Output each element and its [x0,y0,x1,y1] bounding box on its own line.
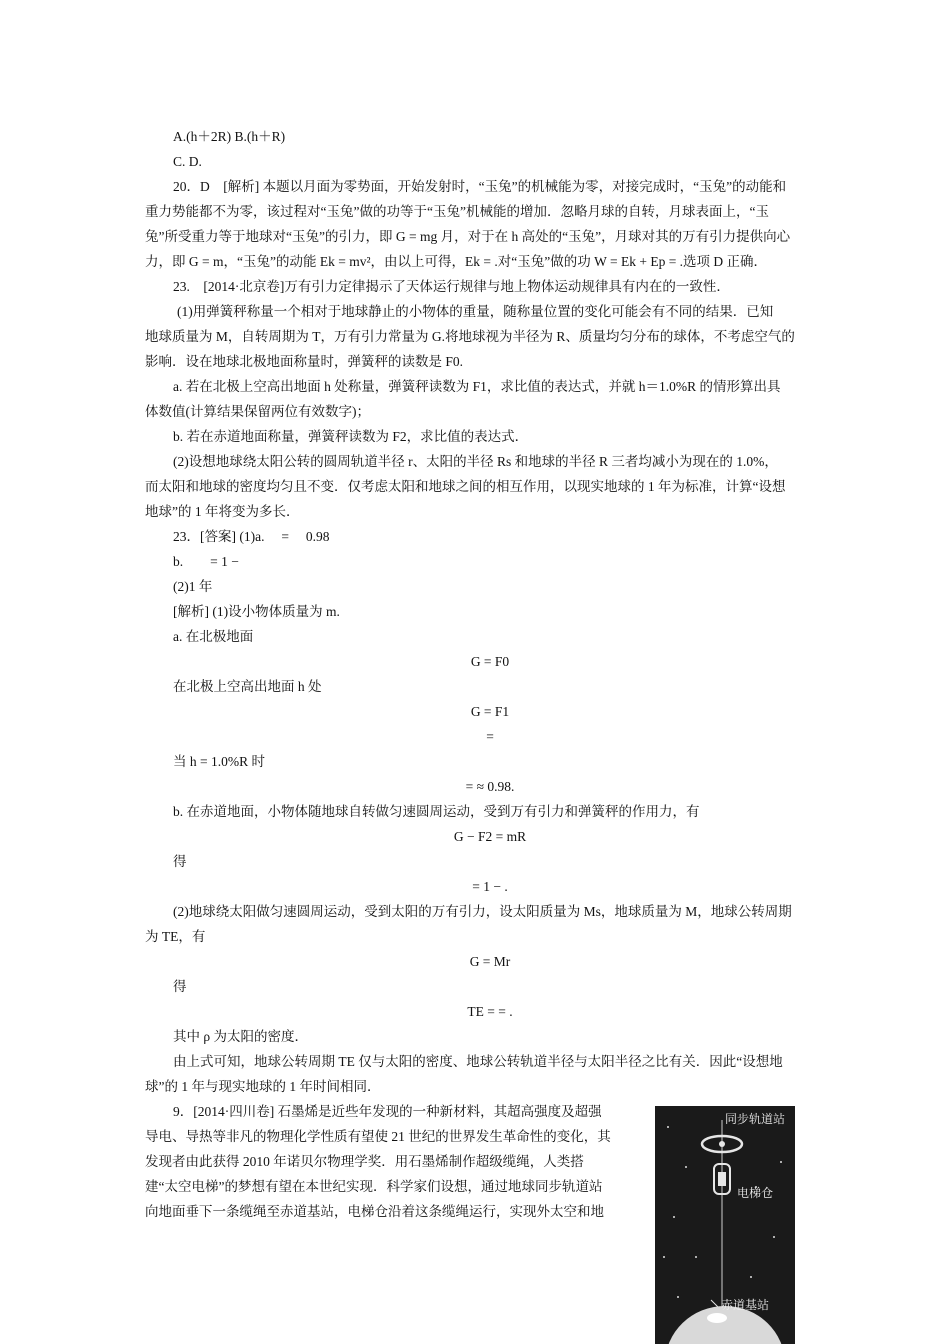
equation-line: = ≈ 0.98. [465,779,515,794]
analysis-line: 得 [173,979,187,994]
paragraph-line: 而太阳和地球的密度均匀且不变．仅考虑太阳和地球之间的相互作用，以现实地球的 1 年为标准，计算“设想 [145,479,786,494]
elevator-cabin-window [718,1172,726,1186]
option-a-b: A.(h＋2R) B.(h＋R) [173,129,286,144]
analysis-line: 球”的 1 年与现实地球的 1 年时间相同． [145,1079,381,1094]
base-station-label: 赤道基站 [721,1298,770,1312]
paragraph-line: 地球质量为 M，自转周期为 T，万有引力常量为 G.将地球视为半径为 R、质量均匀分布的球体，不考虑空气的 [145,329,795,344]
paragraph-line: 体数值(计算结果保留两位有效数字)； [145,404,370,419]
paragraph-line: a. 若在北极上空高出地面 h 处称量，弹簧秤读数为 F1，求比值的表达式，并就 h＝1.0%R 的情形算出具 [173,379,781,394]
elevator-cabin-label: 电梯仓 [737,1186,774,1200]
equation-line: G − F2 = mR [453,829,527,844]
analysis-line: (2)地球绕太阳做匀速圆周运动，受到太阳的万有引力，设太阳质量为 Ms，地球质量为 M，地球公转周期 [173,904,792,919]
equation-line: TE = = . [467,1004,513,1019]
analysis-line: 在北极上空高出地面 h 处 [173,679,322,694]
earth-highlight [707,1313,727,1323]
analysis-line: 得 [173,854,187,869]
analysis-line: a. 在北极地面 [173,629,254,644]
paragraph-line: (2)设想地球绕太阳公转的圆周轨道半径 r、太阳的半径 Rs 和地球的半径 R 三者均减小为现在的 1.0%， [173,454,778,469]
answer-23-line: 23．[答案] (1)a. = 0.98 [173,529,330,544]
paragraph-line: 影响．设在地球北极地面称量时，弹簧秤的读数是 F0. [145,354,464,369]
analysis-line: [解析] (1)设小物体质量为 m. [173,604,340,619]
equation-line: G = F0 [470,654,510,669]
paragraph-line: 力，即 G = m，“玉兔”的动能 Ek = mv²，由以上可得，Ek = .对“玉兔”做的功 W = Ek + Ep = .选项 D 正确． [145,254,768,269]
answer-20-line: 20．D [解析] 本题以月面为零势面，开始发射时，“玉兔”的机械能为零，对接完成时，“玉兔”的动能和 [173,179,787,194]
option-c-d: C. D. [173,154,202,169]
paragraph-line: 建“太空电梯”的梦想有望在本世纪实现．科学家们设想，通过地球同步轨道站 [145,1179,603,1194]
analysis-line: b. 在赤道地面，小物体随地球自转做匀速圆周运动，受到万有引力和弹簧秤的作用力，有 [173,804,700,819]
paragraph-line: 向地面垂下一条缆绳至赤道基站，电梯仓沿着这条缆绳运行，实现外太空和地 [145,1204,604,1219]
paragraph-line: 地球”的 1 年将变为多长． [145,504,300,519]
paragraph-line: 重力势能都不为零，该过程对“玉兔”做的功等于“玉兔”机械能的增加．忽略月球的自转，月球表面上，“玉 [145,204,769,219]
paragraph-line: 导电、导热等非凡的物理化学性质有望使 21 世纪的世界发生革命性的变化，其 [145,1129,611,1144]
equation-line: G = Mr [469,954,511,969]
answer-line: b. = 1 − [173,554,239,569]
orbit-station-hub [719,1141,725,1147]
paragraph-line: 发现者由此获得 2010 年诺贝尔物理学奖．用石墨烯制作超级缆绳，人类搭 [145,1154,584,1169]
equation-line: = 1 − . [472,879,508,894]
question-9-title: 9．[2014·四川卷] 石墨烯是近些年发现的一种新材料，其超高强度及超强 [173,1104,602,1119]
orbit-station-label: 同步轨道站 [725,1112,786,1126]
analysis-line: 当 h = 1.0%R 时 [173,754,265,769]
analysis-line: 为 TE，有 [145,929,206,944]
equation-line: G = F1 [470,704,510,719]
paragraph-line: b. 若在赤道地面称量，弹簧秤读数为 F2，求比值的表达式． [173,429,529,444]
paragraph-line: (1)用弹簧秤称量一个相对于地球静止的小物体的重量，随称量位置的变化可能会有不同的结果．已知 [177,304,774,319]
analysis-line: 由上式可知，地球公转周期 TE 仅与太阳的密度、地球公转轨道半径与太阳半径之比有关．因此“设想地 [173,1054,783,1069]
paragraph-line: 兔”所受重力等于地球对“玉兔”的引力，即 G = mg 月，对于在 h 高处的“玉兔”，月球对其的万有引力提供向心 [145,229,791,244]
space-elevator-figure [655,1106,795,1344]
analysis-line: 其中 ρ 为太阳的密度． [173,1029,308,1044]
question-23-title: 23. [2014·北京卷]万有引力定律揭示了天体运行规律与地上物体运动规律具有内在的一致性． [173,279,730,294]
answer-line: (2)1 年 [173,579,213,594]
equation-line: = [486,729,494,744]
